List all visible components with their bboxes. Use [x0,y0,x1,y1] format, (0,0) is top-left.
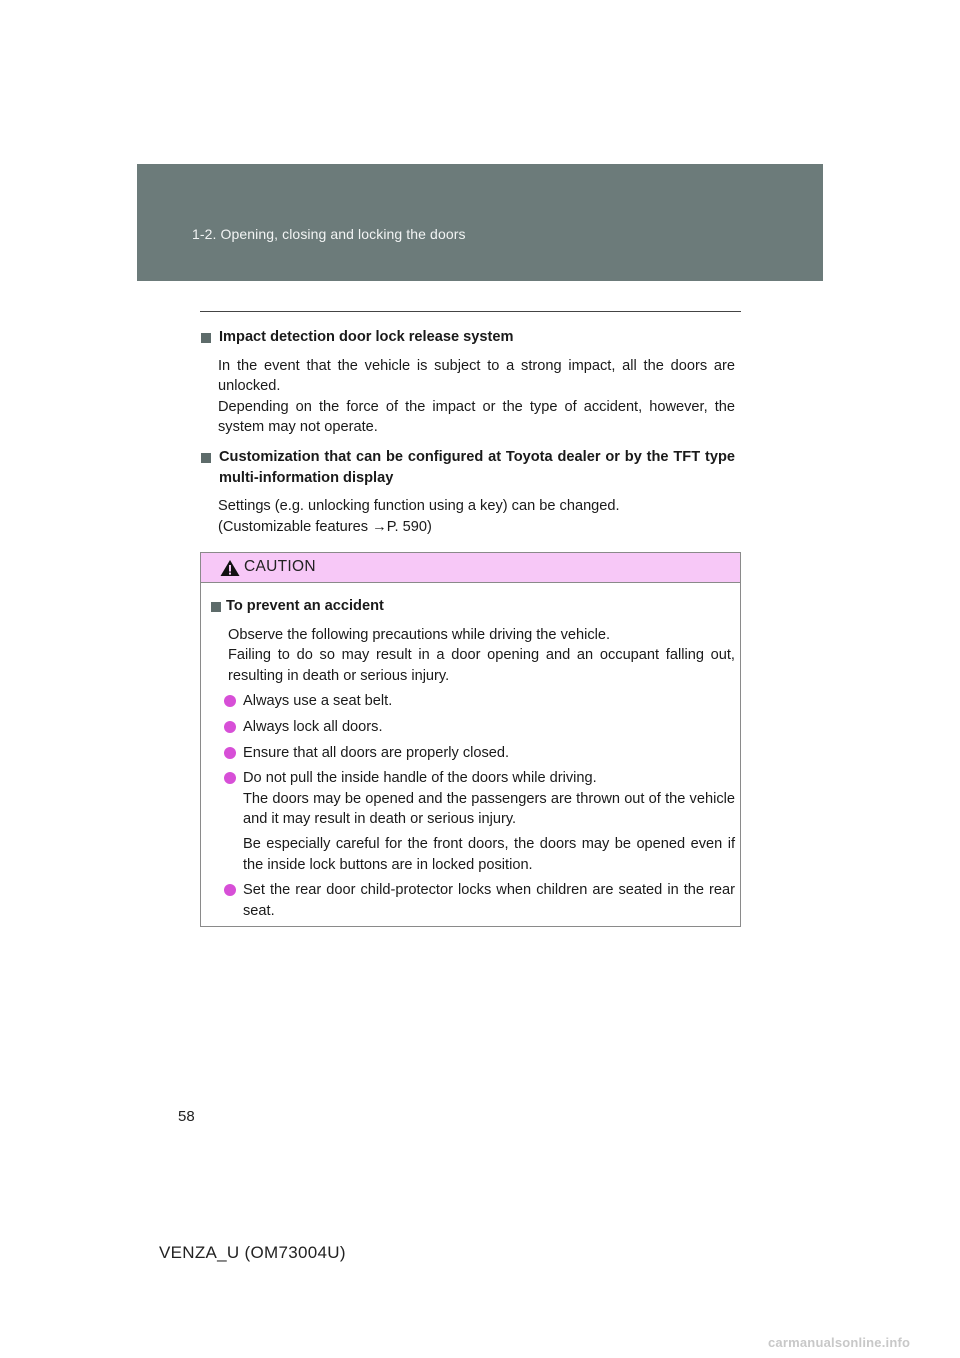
list-item-note: Be especially careful for the front doors, the doors may be opened even if the inside lock buttons are in locked position. [243,835,735,873]
page-number: 58 [178,1108,195,1125]
bullet-dot-icon [224,772,236,784]
section-title: 1-2. Opening, closing and locking the doors [192,226,466,242]
bullet-dot-icon [224,721,236,733]
chapter-header-band [137,164,823,281]
list-item: Do not pull the inside handle of the doors while driving. The doors may be opened and the passengers are thrown out of the vehicle and it may result in death or serious injury. [211,768,735,830]
list-item: Always lock all doors. [211,717,735,738]
square-marker-icon [211,602,221,612]
watermark: carmanualsonline.info [768,1335,911,1350]
caution-intro: Observe the following precautions while driving the vehicle. Failing to do so may result in a door opening and an occupant falling out, resulting in death or serious injury. [228,626,735,684]
cross-reference: (Customizable features →P. 590) [218,518,432,535]
caution-header [201,553,740,583]
document-code: VENZA_U (OM73004U) [159,1243,346,1262]
caution-heading: To prevent an accident [211,596,735,617]
square-marker-icon [201,333,211,343]
list-item: Ensure that all doors are properly closed. [211,743,735,764]
paragraph: In the event that the vehicle is subject to a strong impact, all the doors are unlocked. Depending on the force of the impact or the type of accident, however, the system may not operate. [218,357,735,436]
paragraph: Settings (e.g. unlocking function using a key) can be changed. (Customizable features →P. 590) [201,496,735,537]
list-item: Set the rear door child-protector locks when children are seated in the rear seat. [211,880,735,921]
bullet-dot-icon [224,695,236,707]
caution-label: CAUTION [244,558,316,575]
bullet-dot-icon [224,747,236,759]
top-divider [200,311,741,312]
warning-triangle-icon [220,559,240,577]
caution-body [211,596,735,926]
list-item: Always use a seat belt. [211,691,735,712]
section-heading-impact: Impact detection door lock release system [201,327,735,348]
bullet-dot-icon [224,884,236,896]
square-marker-icon [201,453,211,463]
main-content [201,327,735,537]
section-heading-customization: Customization that can be configured at Toyota dealer or by the TFT type multi-information display [201,447,735,488]
caution-box [200,552,741,927]
